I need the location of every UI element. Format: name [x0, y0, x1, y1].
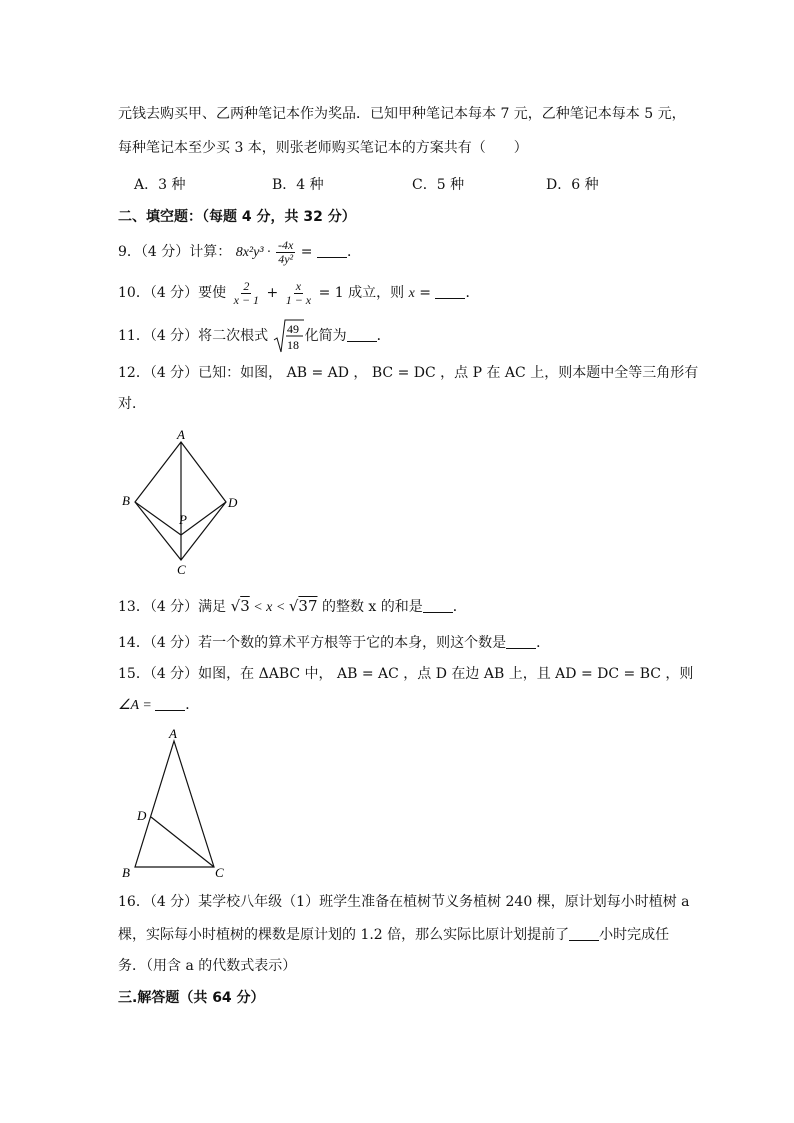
question-15-line-2: [118, 695, 199, 716]
question-13: [118, 596, 467, 618]
q11-sqrt: [273, 318, 305, 354]
q9-end: ．: [346, 244, 361, 260]
label-a: A: [169, 726, 177, 741]
question-12-line-1: 12．（4 分）已知：如图， AB = AD ， BC = DC ，点 P 在 AC 上，则本题中全等三角形有: [118, 365, 699, 381]
option-a: A．3 种: [134, 177, 186, 193]
q10-denominator-1: x − 1: [233, 292, 260, 307]
question-16-line-2: [118, 925, 669, 945]
question-16-line-1: 16．（4 分）某学校八年级（1）班学生准备在植树节义务植树 240 棵，原计划每小时植树 a: [118, 894, 690, 910]
q11-prefix: 11．（4 分）将二次根式: [118, 328, 269, 344]
q10-prefix: 10．（4 分）要使: [118, 285, 227, 301]
q10-var: x: [408, 286, 415, 301]
q10-answer-blank: [435, 284, 465, 299]
q15-answer-blank: [155, 696, 185, 711]
q9-fraction: [276, 239, 295, 266]
q16-line-2b: 小时完成任: [599, 927, 670, 943]
q9-term: 8x²y³ ·: [235, 245, 271, 260]
q9-prefix: 9．（4 分）计算：: [118, 244, 232, 260]
figure-kite: [118, 425, 248, 580]
q11-end: ．: [376, 328, 391, 344]
q14-end: ．: [536, 635, 551, 651]
option-b: B．4 种: [272, 177, 324, 193]
q14-text: 14．（4 分）若一个数的算术平方根等于它的本身，则这个数是: [118, 635, 507, 651]
q9-denominator: 4y²: [278, 251, 294, 266]
q10-numerator-1: 2: [243, 278, 250, 293]
question-12-line-2: 对．: [118, 396, 146, 412]
q14-answer-blank: [506, 634, 536, 649]
label-c: C: [215, 865, 224, 880]
label-b: B: [122, 865, 130, 880]
q9-numerator: -4x: [278, 237, 294, 252]
question-14: [118, 633, 550, 653]
q13-radicand-2: 37: [298, 597, 318, 615]
section-3-title: 三.解答题（共 64 分）: [118, 990, 265, 1006]
q11-answer-blank: [347, 327, 377, 342]
label-p: P: [179, 512, 187, 527]
q10-equals: =: [414, 285, 436, 301]
q11-denominator: 18: [286, 338, 299, 352]
label-b: B: [122, 493, 130, 508]
label-c: C: [177, 562, 186, 577]
q9-equals: =: [300, 244, 317, 260]
option-c: C．5 种: [412, 177, 465, 193]
q10-fraction-1: [232, 280, 261, 307]
figure-isosceles-triangle: [118, 725, 238, 880]
radical-sign-icon: [273, 318, 305, 354]
option-d: D．6 种: [546, 177, 599, 193]
q16-line-2a: 棵，实际每小时植树的棵数是原计划的 1.2 倍，那么实际比原计划提前了: [118, 927, 570, 943]
q13-radical-1: √3: [230, 597, 250, 615]
q11-numerator: 49: [286, 322, 299, 336]
q10-numerator-2: x: [295, 278, 302, 293]
q10-plus: +: [262, 285, 283, 301]
q10-mid: = 1 成立，则: [314, 285, 409, 301]
label-d: D: [228, 495, 238, 510]
question-10: [118, 278, 479, 309]
q13-radicand-1: 3: [240, 597, 250, 615]
section-2-title: 二、填空题：（每题 4 分，共 32 分）: [118, 209, 356, 225]
q15-angle: ∠A =: [118, 698, 156, 713]
question-9: [118, 238, 361, 267]
q9-answer-blank: [317, 243, 347, 258]
q15-end: ．: [185, 697, 200, 713]
q13-end: ．: [452, 599, 467, 615]
q13-radical-2: √37: [288, 597, 318, 615]
intro-line-2: 每种笔记本至少买 3 本，则张老师购买笔记本的方案共有（ ）: [118, 140, 528, 156]
q11-suffix: 化简为: [304, 328, 347, 344]
q10-end: ．: [465, 285, 480, 301]
intro-line-1: 元钱去购买甲、乙两种笔记本作为奖品．已知甲种笔记本每本 7 元，乙种笔记本每本 5 元，: [118, 106, 686, 122]
q16-answer-blank: [569, 926, 599, 941]
q10-denominator-2: 1 − x: [285, 292, 312, 307]
segment-dc: [151, 817, 214, 867]
triangle-abc: [135, 741, 214, 867]
label-a: A: [177, 427, 185, 442]
q13-answer-blank: [423, 598, 453, 613]
question-15-line-1: 15．（4 分）如图，在 ΔABC 中， AB = AC ，点 D 在边 AB 上，且 AD = DC = BC ，则: [118, 666, 694, 682]
q13-inequality: < x <: [249, 600, 289, 615]
q13-suffix: 的整数 x 的和是: [317, 599, 423, 615]
question-16-line-3: 务．（用含 a 的代数式表示）: [118, 958, 297, 974]
label-d: D: [137, 808, 147, 823]
q10-fraction-2: [284, 280, 313, 307]
question-11: [118, 318, 391, 354]
q13-prefix: 13．（4 分）满足: [118, 599, 231, 615]
